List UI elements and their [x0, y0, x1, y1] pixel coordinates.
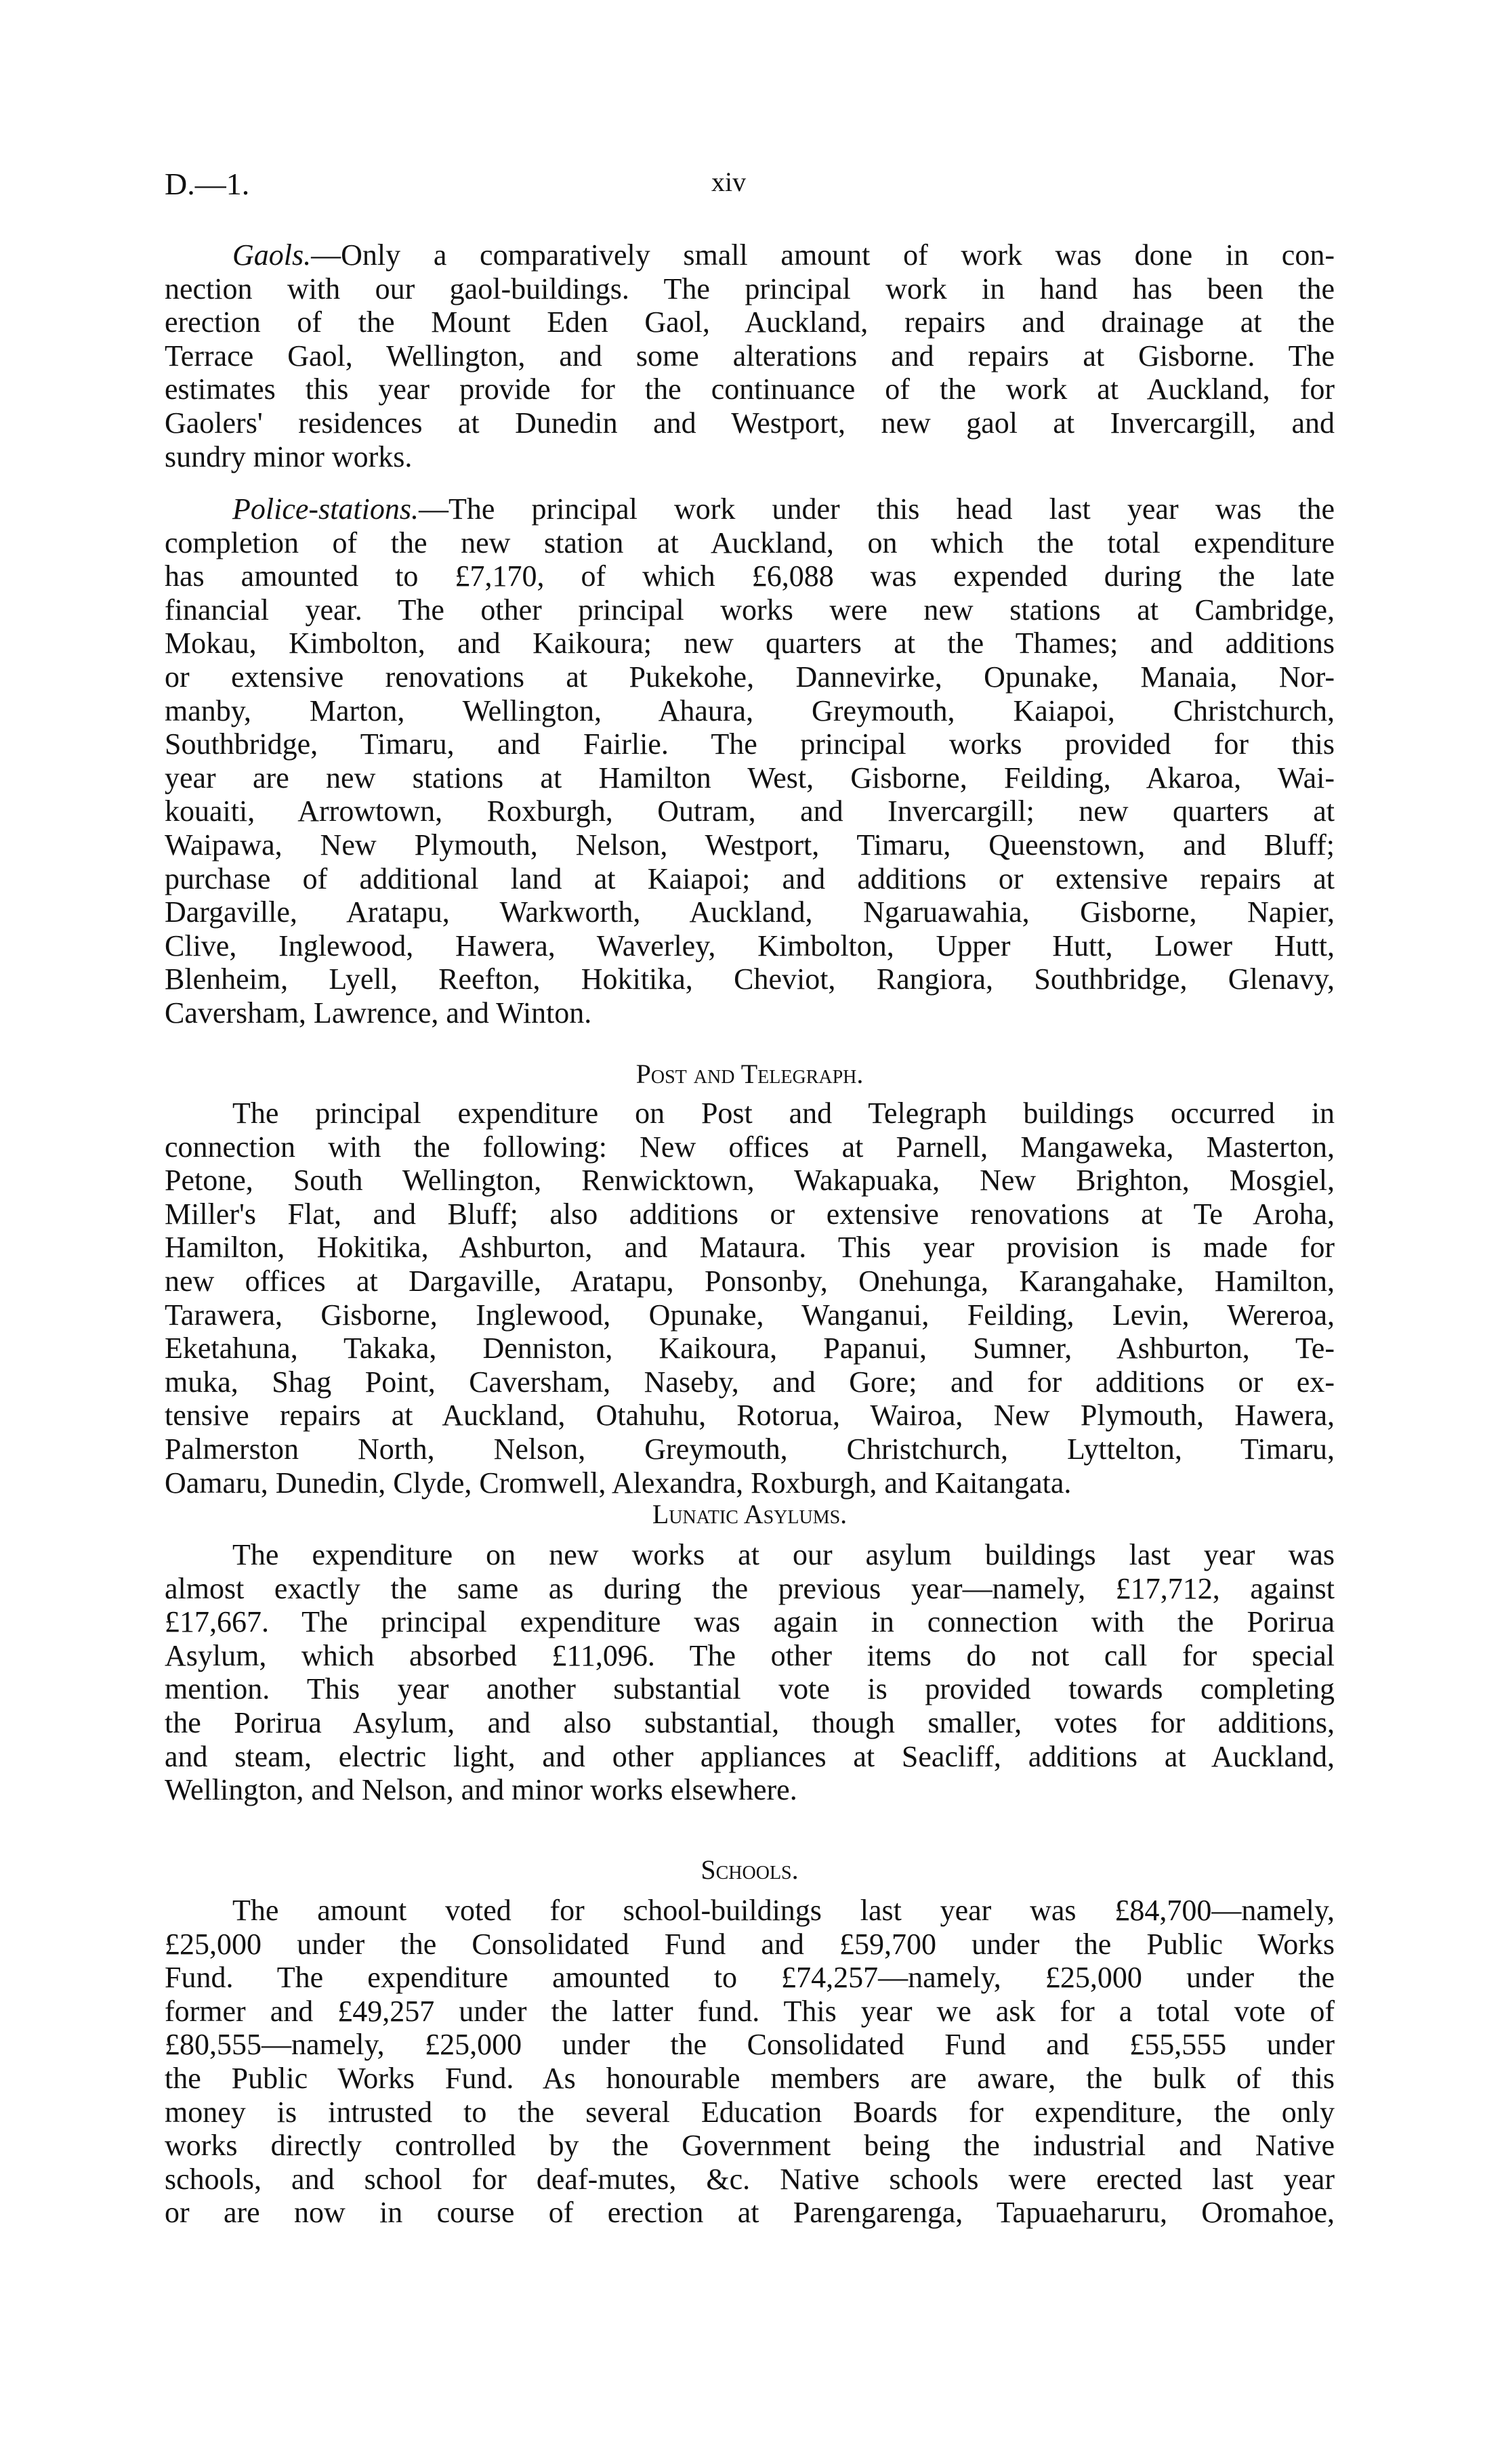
text-line [165, 1740, 1335, 1774]
line-text: The principal expenditure on Post and Telegraph buildings occurred in [232, 1097, 1335, 1130]
line-text: almost exactly the same as during the previous year—namely, £17,712, against [165, 1571, 1335, 1605]
line-text: or extensive renovations at Pukekohe, Dannevirke, Opunake, Manaia, Nor- [165, 660, 1335, 694]
line-text: Caversham, Lawrence, and Winton. [165, 996, 592, 1029]
text-line [165, 1605, 1335, 1639]
schools-heading: Schools. [701, 1854, 799, 1885]
line-text: —The principal work under this head last year was the [418, 492, 1335, 526]
text-line [165, 1538, 1335, 1572]
text-line [165, 1365, 1335, 1399]
text-line [165, 1164, 1335, 1197]
line-text: nection with our gaol-buildings. The principal work in hand has been the [165, 272, 1335, 305]
page-number: xiv [711, 167, 747, 197]
line-text: sundry minor works. [165, 440, 413, 473]
line-text: schools, and school for deaf-mutes, &c. Native schools were erected last year [165, 2162, 1335, 2196]
line-text: Palmerston North, Nelson, Greymouth, Christchurch, Lyttelton, Timaru, [165, 1432, 1335, 1466]
text-line [165, 1399, 1335, 1432]
text-line [165, 272, 1335, 306]
line-text: muka, Shag Point, Caversham, Naseby, and Gore; and for additions or ex- [165, 1365, 1335, 1399]
text-line [165, 1097, 1335, 1130]
text-line [165, 238, 1335, 272]
line-text: Oamaru, Dunedin, Clyde, Cromwell, Alexandra, Roxburgh, and Kaitangata. [165, 1466, 1072, 1500]
line-text: new offices at Dargaville, Aratapu, Ponsonby, Onehunga, Karangahake, Hamilton, [165, 1264, 1335, 1298]
text-line [165, 305, 1335, 339]
line-text: manby, Marton, Wellington, Ahaura, Greymouth, Kaiapoi, Christchurch, [165, 694, 1335, 727]
line-text: The amount voted for school-buildings last year was £84,700—namely, [232, 1894, 1335, 1927]
line-text: £25,000 under the Consolidated Fund and £59,700 under the Public Works [165, 1927, 1335, 1961]
text-line [165, 862, 1335, 896]
line-text: The expenditure on new works at our asylum buildings last year was [232, 1538, 1335, 1571]
line-text: or are now in course of erection at Parengarenga, Tapuaeharuru, Oromahoe, [165, 2196, 1335, 2230]
line-text: Dargaville, Aratapu, Warkworth, Auckland, Ngaruawahia, Gisborne, Napier, [165, 895, 1335, 929]
line-text: estimates this year provide for the continuance of the work at Auckland, for [165, 373, 1335, 406]
gaols-paragraph [165, 238, 1335, 473]
police-stations-paragraph [165, 492, 1335, 1030]
line-text: and steam, electric light, and other appliances at Seacliff, additions at Auckland, [165, 1739, 1335, 1773]
line-text: the Porirua Asylum, and also substantial, though smaller, votes for additions, [165, 1705, 1335, 1739]
line-text: the Public Works Fund. As honourable members are aware, the bulk of this [165, 2061, 1335, 2095]
line-text: connection with the following: New offices at Parnell, Mangaweka, Masterton, [165, 1130, 1335, 1164]
text-line [165, 1197, 1335, 1231]
schools-paragraph [165, 1894, 1335, 2230]
text-line [165, 1995, 1335, 2028]
document-code: D.—1. [165, 167, 250, 201]
text-line [165, 406, 1335, 440]
section-lead: Gaols. [232, 238, 312, 272]
text-line [165, 1894, 1335, 1928]
text-line [165, 895, 1335, 929]
text-line [165, 761, 1335, 795]
text-line [165, 1298, 1335, 1332]
text-line [165, 559, 1335, 593]
line-text: Terrace Gaol, Wellington, and some alterations and repairs at Gisborne. The [165, 339, 1335, 373]
line-text: kouaiti, Arrowtown, Roxburgh, Outram, and Invercargill; new quarters at [165, 794, 1335, 828]
line-text: completion of the new station at Auckland, on which the total expenditure [165, 526, 1335, 559]
text-line [165, 1706, 1335, 1740]
text-line [165, 1672, 1335, 1706]
lunatic-asylums-paragraph [165, 1538, 1335, 1807]
post-telegraph-paragraph [165, 1097, 1335, 1500]
text-line [165, 593, 1335, 627]
text-line [165, 339, 1335, 373]
text-line [165, 2196, 1335, 2230]
text-line [165, 2096, 1335, 2129]
text-line [165, 794, 1335, 828]
text-line [165, 2028, 1335, 2062]
text-line [165, 727, 1335, 761]
text-line [165, 828, 1335, 862]
text-line [165, 526, 1335, 560]
line-text: Gaolers' residences at Dunedin and Westport, new gaol at Invercargill, and [165, 406, 1335, 440]
text-line [165, 440, 1335, 474]
line-text: Eketahuna, Takaka, Denniston, Kaikoura, Papanui, Sumner, Ashburton, Te- [165, 1332, 1335, 1365]
text-line [165, 996, 1335, 1030]
line-text: Petone, South Wellington, Renwicktown, Wakapuaka, New Brighton, Mosgiel, [165, 1164, 1335, 1197]
line-text: mention. This year another substantial vote is provided towards completing [165, 1672, 1335, 1706]
text-line [165, 626, 1335, 660]
line-text: Fund. The expenditure amounted to £74,257—namely, £25,000 under the [165, 1961, 1335, 1995]
text-line [165, 660, 1335, 694]
text-line [165, 1572, 1335, 1606]
line-text: —Only a comparatively small amount of work was done in con- [311, 238, 1335, 272]
text-line [165, 373, 1335, 406]
line-text: Blenheim, Lyell, Reefton, Hokitika, Cheviot, Rangiora, Southbridge, Glenavy, [165, 962, 1335, 996]
line-text: Asylum, which absorbed £11,096. The other items do not call for special [165, 1638, 1335, 1672]
text-line [165, 1432, 1335, 1466]
text-line [165, 1961, 1335, 1995]
line-text: money is intrusted to the several Education Boards for expenditure, the only [165, 2095, 1335, 2129]
text-line [165, 1265, 1335, 1298]
line-text: works directly controlled by the Government being the industrial and Native [165, 2129, 1335, 2163]
line-text: Mokau, Kimbolton, and Kaikoura; new quarters at the Thames; and additions [165, 626, 1335, 660]
line-text: year are new stations at Hamilton West, Gisborne, Feilding, Akaroa, Wai- [165, 761, 1335, 794]
line-text: £80,555—namely, £25,000 under the Consolidated Fund and £55,555 under [165, 2028, 1335, 2062]
line-text: Wellington, and Nelson, and minor works elsewhere. [165, 1773, 797, 1807]
line-text: financial year. The other principal works were new stations at Cambridge, [165, 593, 1335, 626]
line-text: tensive repairs at Auckland, Otahuhu, Rotorua, Wairoa, New Plymouth, Hawera, [165, 1399, 1335, 1432]
post-telegraph-heading: Post and Telegraph. [635, 1059, 864, 1089]
text-line [165, 1231, 1335, 1265]
line-text: Miller's Flat, and Bluff; also additions or extensive renovations at Te Aroha, [165, 1197, 1335, 1231]
text-line [165, 2062, 1335, 2096]
text-line [165, 1928, 1335, 1961]
line-text: Hamilton, Hokitika, Ashburton, and Mataura. This year provision is made for [165, 1231, 1335, 1265]
line-text: Clive, Inglewood, Hawera, Waverley, Kimbolton, Upper Hutt, Lower Hutt, [165, 929, 1335, 962]
section-lead: Police-stations. [232, 492, 419, 526]
line-text: has amounted to £7,170, of which £6,088 was expended during the late [165, 559, 1335, 593]
line-text: Southbridge, Timaru, and Fairlie. The principal works provided for this [165, 727, 1335, 761]
text-line [165, 1332, 1335, 1365]
text-line [165, 1130, 1335, 1164]
line-text: Tarawera, Gisborne, Inglewood, Opunake, Wanganui, Feilding, Levin, Wereroa, [165, 1298, 1335, 1332]
text-line [165, 929, 1335, 963]
text-line [165, 2129, 1335, 2163]
text-line [165, 962, 1335, 996]
text-line [165, 2163, 1335, 2196]
text-line [165, 694, 1335, 728]
text-line [165, 1773, 1335, 1807]
text-line [165, 1639, 1335, 1673]
line-text: purchase of additional land at Kaiapoi; and additions or extensive repairs at [165, 862, 1335, 895]
text-line [165, 1466, 1335, 1500]
line-text: erection of the Mount Eden Gaol, Auckland, repairs and drainage at the [165, 305, 1335, 339]
line-text: former and £49,257 under the latter fund. This year we ask for a total vote of [165, 1994, 1335, 2028]
line-text: Waipawa, New Plymouth, Nelson, Westport, Timaru, Queenstown, and Bluff; [165, 828, 1335, 862]
lunatic-asylums-heading: Lunatic Asylums. [652, 1499, 848, 1529]
text-line [165, 492, 1335, 526]
line-text: £17,667. The principal expenditure was again in connection with the Porirua [165, 1605, 1335, 1639]
